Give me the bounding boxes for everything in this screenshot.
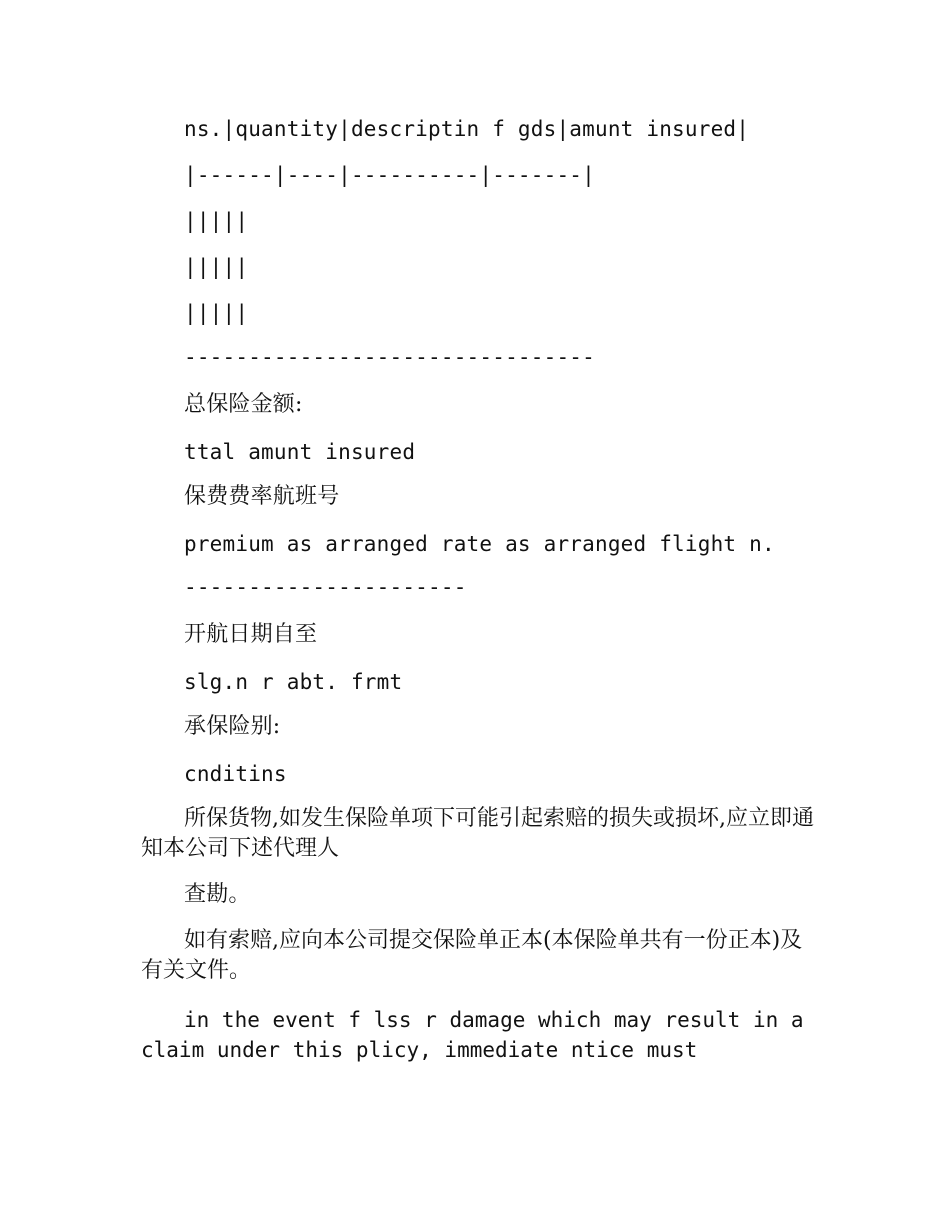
table-separator: |------|----|----------|-------| [184, 163, 595, 187]
claim-text-cn: 如有索赔,应向本公司提交保险单正本(本保险单共有一份正本)及有关文件。 [141, 928, 803, 983]
conditions-label-cn: 承保险别: [184, 714, 281, 739]
total-amount-label-en: ttal amunt insured [184, 440, 416, 464]
survey-text-cn: 查勘。 [184, 882, 251, 907]
notice-paragraph-en [141, 1005, 821, 1065]
sailing-date-label-en: slg.n r abt. frmt [184, 670, 403, 694]
premium-rate-flight-label-en: premium as arranged rate as arranged flight n. [184, 532, 775, 556]
divider-long: -------------------------------- [184, 345, 595, 369]
divider-short: ---------------------- [184, 575, 467, 599]
table-row: ||||| [184, 209, 249, 233]
conditions-label-en: cnditins [184, 762, 287, 786]
premium-rate-flight-label-cn: 保费费率航班号 [184, 484, 340, 509]
table-row: ||||| [184, 255, 249, 279]
notice-text-cn: 所保货物,如发生保险单项下可能引起索赔的损失或损坏,应立即通知本公司下述代理人 [141, 806, 814, 861]
notice-paragraph-cn [141, 804, 821, 864]
table-row: ||||| [184, 301, 249, 325]
sailing-date-label-cn: 开航日期自至 [184, 622, 318, 647]
claim-paragraph-cn [141, 926, 821, 986]
notice-text-en: in the event f lss r damage which may result in a claim under this plicy, immediate ntice must [141, 1008, 804, 1062]
table-header: ns.|quantity|descriptin f gds|amunt insured| [184, 117, 750, 141]
total-amount-label-cn: 总保险金额: [184, 392, 303, 417]
